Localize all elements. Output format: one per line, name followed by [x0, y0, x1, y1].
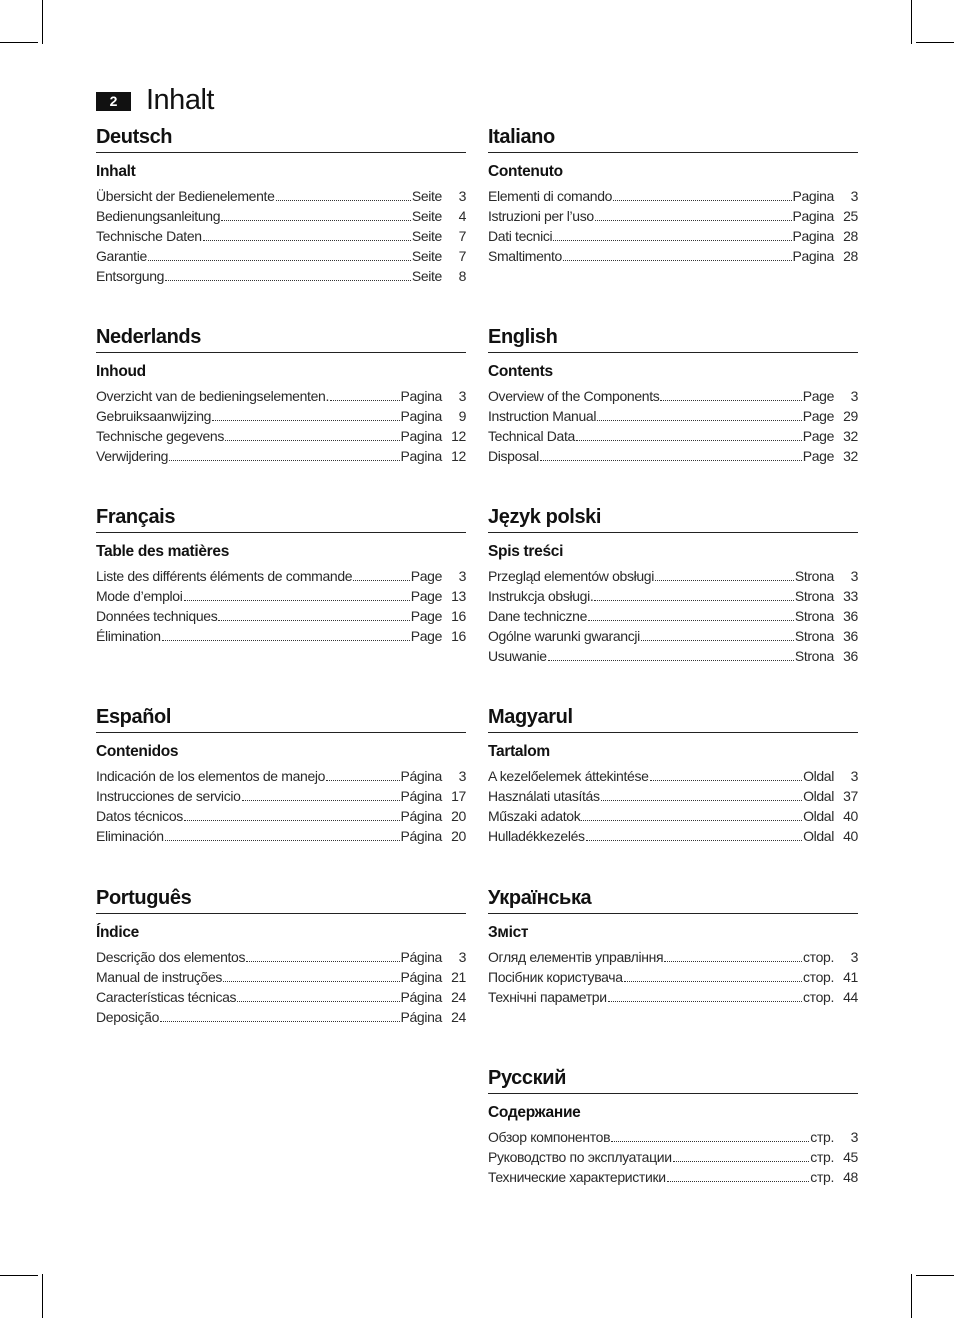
toc-entry — [96, 206, 466, 226]
entry-title: Características técnicas — [96, 989, 237, 1005]
dot-leader — [595, 220, 792, 221]
dot-leader — [326, 780, 399, 781]
entry-title: Garantie — [96, 248, 147, 264]
page-word: Page — [410, 608, 442, 624]
toc-entry — [96, 1007, 466, 1027]
toc-entry — [488, 987, 858, 1007]
dot-leader — [608, 1001, 802, 1002]
page-title: Inhalt — [146, 84, 214, 116]
entry-title: Verwijdering — [96, 448, 169, 464]
page-word: Page — [802, 408, 834, 424]
toc-subheading: Contenidos — [96, 743, 179, 760]
language-heading: Français — [96, 504, 466, 533]
toc-section-italiano — [488, 124, 858, 266]
entry-title: Indicación de los elementos de manejo — [96, 768, 326, 784]
dot-leader — [246, 961, 399, 962]
toc-section-portugues — [96, 885, 466, 1027]
toc-entry-list — [488, 1127, 858, 1187]
dot-leader — [169, 460, 399, 461]
toc-entry — [96, 446, 466, 466]
dot-leader — [548, 660, 794, 661]
crop-mark — [916, 42, 954, 43]
entry-title: Liste des différents éléments de commande — [96, 568, 353, 584]
dot-leader — [613, 200, 791, 201]
page-ref-number: 3 — [850, 768, 858, 784]
crop-mark — [911, 1274, 912, 1318]
toc-entry-list — [488, 386, 858, 466]
dot-leader — [586, 840, 802, 841]
page-word: Page — [802, 428, 834, 444]
toc-subheading: Spis treści — [488, 543, 564, 560]
toc-entry — [96, 987, 466, 1007]
entry-title: Eliminación — [96, 828, 164, 844]
toc-entry-list — [488, 766, 858, 846]
crop-mark — [0, 1275, 38, 1276]
entry-title: Mode d’emploi — [96, 588, 183, 604]
page-ref-number: 12 — [451, 428, 466, 444]
entry-title: Manual de instruções — [96, 969, 223, 985]
page-word: стр. — [810, 1169, 834, 1185]
toc-entry — [96, 626, 466, 646]
toc-entry — [488, 446, 858, 466]
toc-entry — [96, 246, 466, 266]
toc-section-francais — [96, 504, 466, 646]
dot-leader — [641, 640, 794, 641]
page-word: Strona — [794, 628, 834, 644]
dot-leader — [276, 200, 411, 201]
page-word: Seite — [411, 268, 442, 284]
toc-subheading: Inhalt — [96, 163, 136, 180]
dot-leader — [667, 1181, 810, 1182]
entry-title: Technische gegevens — [96, 428, 224, 444]
toc-section-polski — [488, 504, 858, 666]
page-ref-number: 40 — [843, 808, 858, 824]
page-ref-number: 9 — [458, 408, 466, 424]
dot-leader — [601, 800, 802, 801]
page-word: Pagina — [400, 408, 442, 424]
language-heading: Українська — [488, 885, 858, 914]
entry-title: Instrucciones de servicio — [96, 788, 241, 804]
page-ref-number: 37 — [843, 788, 858, 804]
language-heading: Italiano — [488, 124, 858, 153]
page-ref-number: 16 — [451, 608, 466, 624]
toc-entry — [96, 586, 466, 606]
page-word: Page — [802, 448, 834, 464]
page-word: Seite — [411, 208, 442, 224]
page-ref-number: 16 — [451, 628, 466, 644]
entry-title: Données techniques — [96, 608, 218, 624]
page-ref-number: 36 — [843, 608, 858, 624]
entry-title: Посібник користувача — [488, 969, 623, 985]
language-heading: Magyarul — [488, 704, 858, 733]
page-ref-number: 13 — [451, 588, 466, 604]
dot-leader — [563, 260, 792, 261]
page-ref-number: 3 — [850, 949, 858, 965]
page-ref-number: 40 — [843, 828, 858, 844]
page-word: Page — [410, 588, 442, 604]
page-word: Página — [400, 1009, 442, 1025]
page-word: стор. — [803, 949, 834, 965]
entry-title: Руководство по эксплуатации — [488, 1149, 672, 1165]
toc-entry — [96, 606, 466, 626]
entry-title: Обзор компонентов — [488, 1129, 611, 1145]
toc-entry-list — [96, 386, 466, 466]
entry-title: Usuwanie — [488, 648, 547, 664]
page-ref-number: 28 — [843, 228, 858, 244]
language-heading: Nederlands — [96, 324, 466, 353]
toc-entry — [96, 386, 466, 406]
toc-subheading: Tartalom — [488, 743, 550, 760]
toc-entry — [488, 426, 858, 446]
entry-title: Elementi di comando — [488, 188, 613, 204]
language-heading: Język polski — [488, 504, 858, 533]
page-ref-number: 21 — [451, 969, 466, 985]
toc-entry — [488, 206, 858, 226]
page-ref-number: 8 — [458, 268, 466, 284]
entry-title: Technische Daten — [96, 228, 202, 244]
dot-leader — [553, 240, 791, 241]
entry-title: Ogólne warunki gwarancji — [488, 628, 640, 644]
dot-leader — [581, 820, 802, 821]
toc-entry — [96, 426, 466, 446]
page-ref-number: 20 — [451, 808, 466, 824]
page-word: Pagina — [400, 448, 442, 464]
toc-section-nederlands — [96, 324, 466, 466]
page-ref-number: 33 — [843, 588, 858, 604]
toc-entry — [488, 646, 858, 666]
entry-title: Deposição — [96, 1009, 160, 1025]
toc-section-espanol — [96, 704, 466, 846]
dot-leader — [624, 981, 802, 982]
toc-entry-list — [96, 566, 466, 646]
dot-leader — [223, 981, 399, 982]
toc-section-russkiy — [488, 1065, 858, 1187]
page-ref-number: 7 — [458, 228, 466, 244]
page-ref-number: 25 — [843, 208, 858, 224]
language-heading: Español — [96, 704, 466, 733]
page-word: Página — [400, 949, 442, 965]
dot-leader — [664, 961, 802, 962]
page-ref-number: 3 — [458, 568, 466, 584]
page-number: 2 — [96, 92, 131, 111]
entry-title: Descrição dos elementos — [96, 949, 246, 965]
page-ref-number: 48 — [843, 1169, 858, 1185]
page-ref-number: 3 — [458, 388, 466, 404]
dot-leader — [203, 240, 411, 241]
language-heading: English — [488, 324, 858, 353]
entry-title: Entsorgung — [96, 268, 165, 284]
page-word: стор. — [803, 969, 834, 985]
page-word: Página — [400, 969, 442, 985]
page-word: стор. — [803, 989, 834, 1005]
page-word: Strona — [794, 588, 834, 604]
page-word: Page — [410, 568, 442, 584]
language-heading: Deutsch — [96, 124, 466, 153]
toc-entry — [488, 226, 858, 246]
toc-entry — [488, 246, 858, 266]
page-ref-number: 36 — [843, 628, 858, 644]
page-ref-number: 20 — [451, 828, 466, 844]
toc-entry — [488, 766, 858, 786]
entry-title: Technical Data — [488, 428, 575, 444]
page-word: Página — [400, 808, 442, 824]
dot-leader — [655, 580, 794, 581]
toc-entry — [488, 406, 858, 426]
entry-title: Élimination — [96, 628, 161, 644]
page-word: Pagina — [792, 228, 834, 244]
dot-leader — [660, 400, 801, 401]
entry-title: Przegląd elementów obsługi — [488, 568, 655, 584]
entry-title: Datos técnicos — [96, 808, 183, 824]
toc-section-english — [488, 324, 858, 466]
entry-title: Overzicht van de bedieningselementen. — [96, 388, 329, 404]
page-ref-number: 45 — [843, 1149, 858, 1165]
dot-leader — [540, 460, 802, 461]
page-word: Pagina — [400, 428, 442, 444]
toc-entry — [488, 967, 858, 987]
crop-mark — [911, 0, 912, 44]
dot-leader — [611, 1141, 809, 1142]
page-ref-number: 12 — [451, 448, 466, 464]
page-word: стр. — [810, 1149, 834, 1165]
entry-title: Használati utasítás — [488, 788, 600, 804]
toc-entry — [488, 947, 858, 967]
entry-title: Disposal — [488, 448, 539, 464]
page-ref-number: 3 — [850, 1129, 858, 1145]
page-ref-number: 7 — [458, 248, 466, 264]
dot-leader — [225, 440, 400, 441]
dot-leader — [673, 1161, 810, 1162]
page-word: Seite — [411, 248, 442, 264]
toc-entry-list — [488, 947, 858, 1007]
page-word: Strona — [794, 608, 834, 624]
entry-title: Overview of the Components — [488, 388, 660, 404]
toc-entry — [488, 806, 858, 826]
toc-entry — [488, 186, 858, 206]
toc-subheading: Inhoud — [96, 363, 146, 380]
page-word: Oldal — [803, 828, 834, 844]
toc-entry-list — [96, 186, 466, 286]
entry-title: Smaltimento — [488, 248, 562, 264]
page-ref-number: 3 — [850, 188, 858, 204]
page-word: Página — [400, 788, 442, 804]
page-word: Oldal — [803, 768, 834, 784]
toc-subheading: Índice — [96, 924, 139, 941]
dot-leader — [165, 840, 400, 841]
page-word: Página — [400, 989, 442, 1005]
toc-entry — [96, 947, 466, 967]
toc-entry — [96, 566, 466, 586]
page-ref-number: 29 — [843, 408, 858, 424]
dot-leader — [162, 640, 410, 641]
entry-title: Огляд елементів управління — [488, 949, 664, 965]
page-word: Page — [802, 388, 834, 404]
entry-title: Istruzioni per l’uso — [488, 208, 594, 224]
toc-entry — [96, 967, 466, 987]
entry-title: Műszaki adatok — [488, 808, 581, 824]
entry-title: Технічні параметри — [488, 989, 607, 1005]
page-word: Pagina — [792, 208, 834, 224]
dot-leader — [184, 820, 400, 821]
toc-entry — [96, 806, 466, 826]
toc-entry — [96, 826, 466, 846]
entry-title: Gebruiksaanwijzing — [96, 408, 212, 424]
page-word: Pagina — [792, 248, 834, 264]
page-ref-number: 4 — [458, 208, 466, 224]
dot-leader — [237, 1001, 399, 1002]
entry-title: Технические характеристики — [488, 1169, 666, 1185]
entry-title: Dane techniczne — [488, 608, 588, 624]
toc-section-deutsch — [96, 124, 466, 286]
crop-mark — [42, 0, 43, 44]
toc-entry — [488, 606, 858, 626]
language-heading: Русский — [488, 1065, 858, 1094]
toc-entry — [488, 586, 858, 606]
dot-leader — [165, 280, 411, 281]
page-word: Strona — [794, 568, 834, 584]
page-ref-number: 3 — [458, 949, 466, 965]
dot-leader — [218, 620, 409, 621]
page-word: Seite — [411, 228, 442, 244]
page-ref-number: 3 — [458, 768, 466, 784]
entry-title: Instruction Manual — [488, 408, 597, 424]
toc-subheading: Table des matières — [96, 543, 230, 560]
page-ref-number: 24 — [451, 1009, 466, 1025]
crop-mark — [916, 1275, 954, 1276]
entry-title: Bedienungsanleitung — [96, 208, 221, 224]
page-word: Seite — [411, 188, 442, 204]
page-word: Página — [400, 828, 442, 844]
page-word: Oldal — [803, 808, 834, 824]
entry-title: Dati tecnici — [488, 228, 553, 244]
toc-section-magyarul — [488, 704, 858, 846]
toc-entry — [488, 826, 858, 846]
entry-title: Hulladékkezelés — [488, 828, 585, 844]
page-ref-number: 41 — [843, 969, 858, 985]
toc-subheading: Contents — [488, 363, 553, 380]
dot-leader — [148, 260, 411, 261]
page-word: Oldal — [803, 788, 834, 804]
entry-title: A kezelőelemek áttekintése — [488, 768, 649, 784]
toc-entry — [488, 786, 858, 806]
page-ref-number: 3 — [458, 188, 466, 204]
toc-entry — [488, 566, 858, 586]
page-word: Página — [400, 768, 442, 784]
toc-entry — [488, 1147, 858, 1167]
dot-leader — [588, 620, 794, 621]
dot-leader — [242, 800, 400, 801]
dot-leader — [594, 600, 793, 601]
toc-entry-list — [488, 566, 858, 666]
entry-title: Übersicht der Bedienelemente — [96, 188, 275, 204]
toc-subheading: Contenuto — [488, 163, 563, 180]
toc-subheading: Зміст — [488, 924, 529, 941]
page-ref-number: 3 — [850, 568, 858, 584]
toc-entry — [488, 1167, 858, 1187]
toc-entry — [96, 226, 466, 246]
dot-leader — [597, 420, 802, 421]
page-ref-number: 28 — [843, 248, 858, 264]
toc-entry — [96, 786, 466, 806]
page-ref-number: 24 — [451, 989, 466, 1005]
toc-entry — [96, 766, 466, 786]
page-ref-number: 44 — [843, 989, 858, 1005]
toc-entry-list — [96, 766, 466, 846]
page-word: Pagina — [792, 188, 834, 204]
page-word: Strona — [794, 648, 834, 664]
page-word: Page — [410, 628, 442, 644]
toc-entry — [96, 266, 466, 286]
crop-mark — [42, 1274, 43, 1318]
dot-leader — [212, 420, 399, 421]
toc-entry — [488, 386, 858, 406]
toc-entry-list — [96, 947, 466, 1027]
page-ref-number: 36 — [843, 648, 858, 664]
toc-entry-list — [488, 186, 858, 266]
page-ref-number: 32 — [843, 428, 858, 444]
toc-entry — [488, 1127, 858, 1147]
dot-leader — [576, 440, 802, 441]
dot-leader — [221, 220, 411, 221]
dot-leader — [650, 780, 803, 781]
page-word: Pagina — [400, 388, 442, 404]
toc-entry — [488, 626, 858, 646]
toc-entry — [96, 406, 466, 426]
dot-leader — [353, 580, 409, 581]
crop-mark — [0, 42, 38, 43]
dot-leader — [330, 400, 400, 401]
page-word: стр. — [810, 1129, 834, 1145]
page-ref-number: 17 — [451, 788, 466, 804]
dot-leader — [160, 1021, 399, 1022]
page-ref-number: 3 — [850, 388, 858, 404]
toc-section-ukrainska — [488, 885, 858, 1007]
language-heading: Português — [96, 885, 466, 914]
toc-entry — [96, 186, 466, 206]
dot-leader — [184, 600, 410, 601]
page-ref-number: 32 — [843, 448, 858, 464]
entry-title: Instrukcja obsługi. — [488, 588, 594, 604]
toc-subheading: Содержание — [488, 1104, 581, 1121]
